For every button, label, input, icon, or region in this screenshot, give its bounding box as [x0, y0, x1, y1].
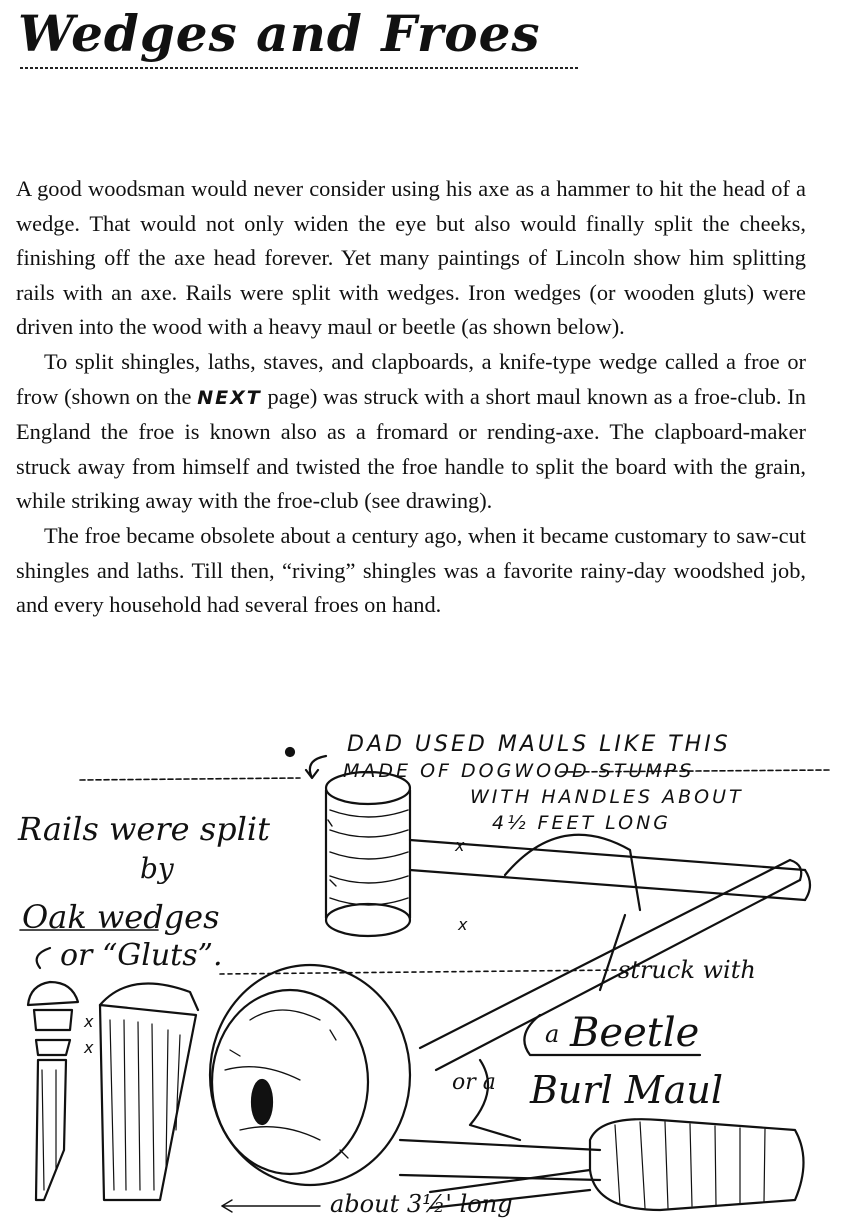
dad-note-line-4: 4½ FEET LONG [492, 812, 672, 834]
title-underline [20, 66, 580, 70]
struck-with-label: struck with [618, 956, 756, 984]
paragraph-2 [16, 345, 806, 519]
oak-wedge-right-icon [100, 984, 198, 1200]
x-mark-1: x [455, 836, 465, 855]
paragraph-1: A good woodsman would never consider using his axe as a hammer to hit the head of a wedge. That would not only widen the eye but also would finally split the cheeks, finishing off the axe head forever. Yet many paintings of Lincoln show him splitting rails with an axe. Rails were split with wedges. Iron wedges (or wooden gluts) were driven into the wood with a heavy maul or beetle (as shown below). [16, 176, 806, 340]
rails-label-line-3: Oak wedges [22, 898, 220, 936]
rails-label-line-2: by [140, 852, 174, 885]
paragraph-3: The froe became obsolete about a century ago, when it became customary to saw-cut shingles and laths. Till then, “riving” shingles was a favorite rainy-day woodshed job, and every household had several froes on hand. [16, 522, 806, 618]
burl-maul-label: Burl Maul [530, 1068, 723, 1112]
beetle-label: Beetle [570, 1010, 700, 1056]
dad-note-line-3: WITH HANDLES ABOUT [470, 786, 744, 808]
rails-label-line-4: or “Gluts”. [60, 938, 223, 973]
oak-wedge-left-icon [28, 982, 78, 1200]
handwritten-next: NEXT [197, 386, 262, 409]
rails-label-line-1: Rails were split [18, 810, 270, 848]
x-mark-4: x [84, 1038, 94, 1057]
x-mark-3: x [84, 1012, 94, 1031]
dad-note-line-1: DAD USED MAULS LIKE THIS [347, 732, 731, 757]
body-text [16, 172, 806, 623]
paragraph-2-end: page) was struck with a short maul known as a froe-club. In England the froe is known also as a fromard or rending-axe. The clapboard-maker struck away from himself and twisted the froe handle to split the board with the grain, while striking away with the froe-club (see drawing). [16, 383, 806, 514]
beetle-article: a [545, 1020, 560, 1048]
length-label: about 3½' long [330, 1190, 513, 1218]
paragraph-2-start: To split shingles, laths, staves, and clapboards, a knife-type wedge called a froe or frow (shown on the [16, 348, 806, 409]
burl-or-a: or a [452, 1070, 496, 1095]
dad-note-line-2: MADE OF DOGWOOD STUMPS [343, 760, 695, 782]
x-mark-2: x [458, 915, 468, 934]
page-title: Wedges and Froes [18, 4, 541, 63]
